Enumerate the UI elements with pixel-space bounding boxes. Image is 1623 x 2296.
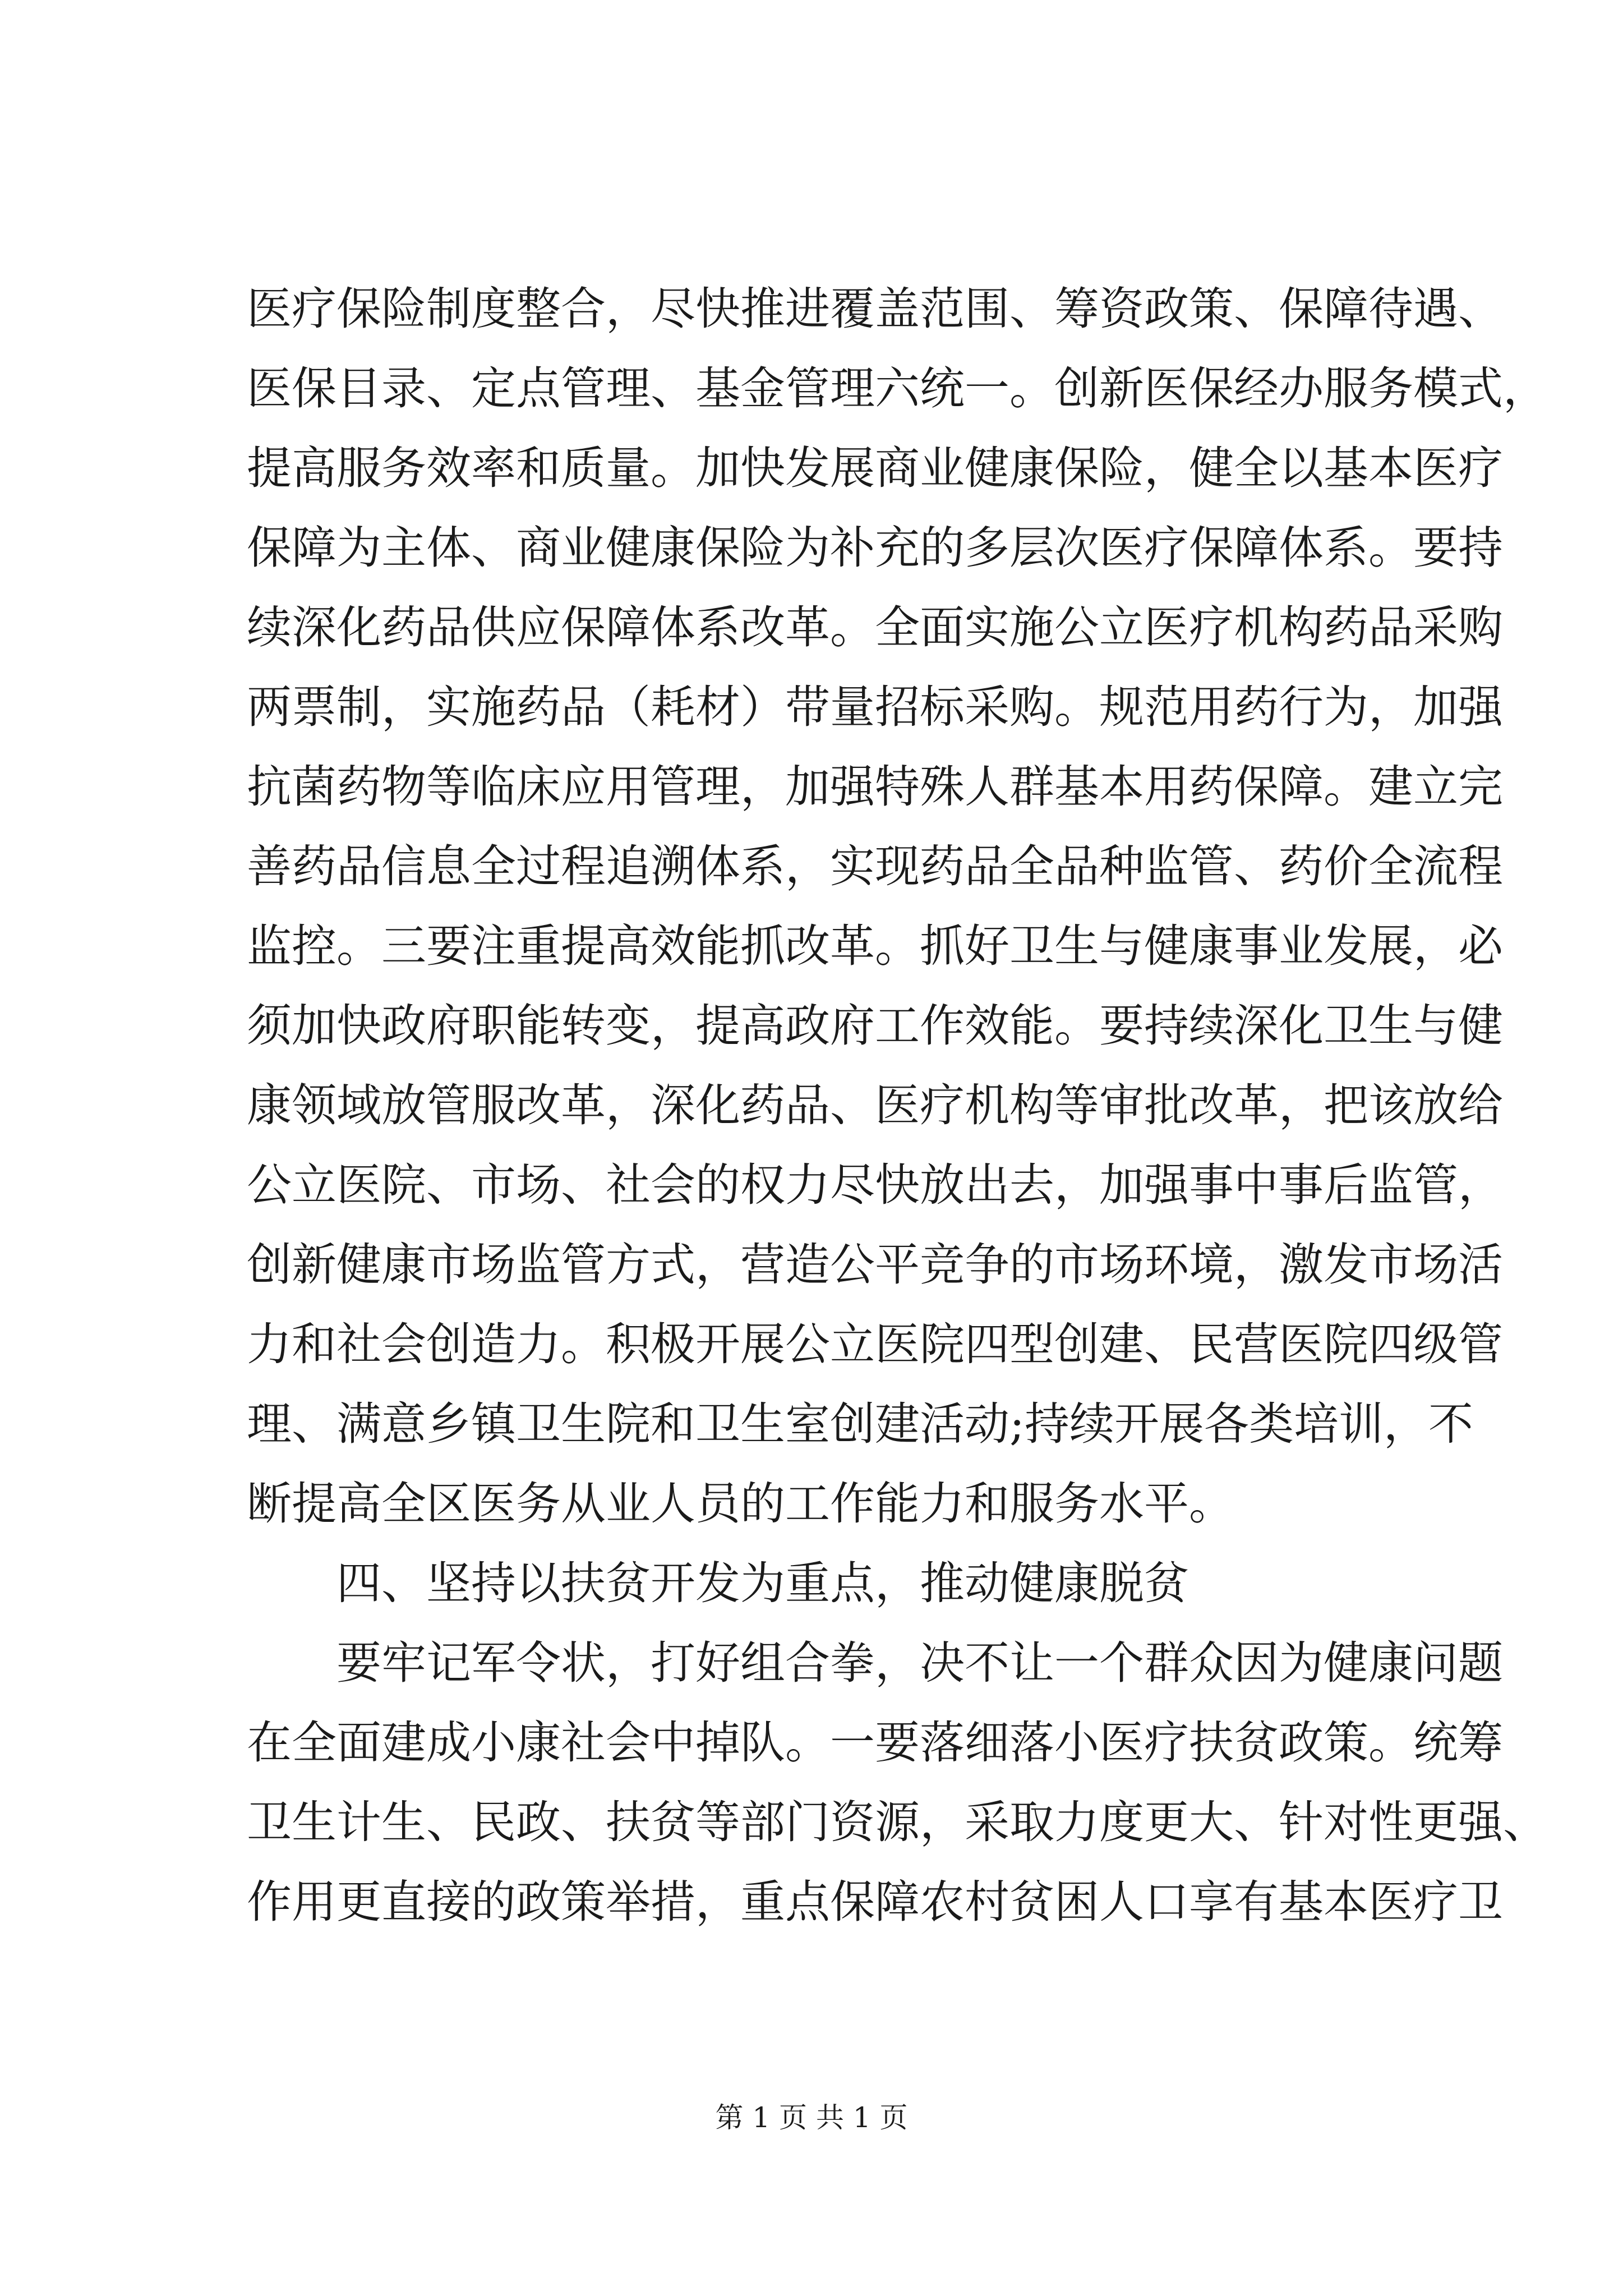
text-line: 创新健康市场监管方式，营造公平竞争的市场环境，激发市场活 bbox=[247, 1239, 1503, 1291]
page-footer: 第 1 页 共 1 页 bbox=[715, 2101, 908, 2134]
text-line: 在全面建成小康社会中掉队。一要落细落小医疗扶贫政策。统筹 bbox=[247, 1717, 1503, 1769]
text-line: 卫生计生、民政、扶贫等部门资源，采取力度更大、针对性更强、 bbox=[247, 1796, 1548, 1848]
text-line: 力和社会创造力。积极开展公立医院四型创建、民营医院四级管 bbox=[247, 1318, 1503, 1370]
text-line: 续深化药品供应保障体系改革。全面实施公立医疗机构药品采购 bbox=[247, 601, 1503, 654]
text-line: 监控。三要注重提高效能抓改革。抓好卫生与健康事业发展，必 bbox=[247, 920, 1503, 972]
paragraph-first-line: 要牢记军令状，打好组合拳，决不让一个群众因为健康问题 bbox=[336, 1637, 1503, 1689]
text-line: 抗菌药物等临床应用管理，加强特殊人群基本用药保障。建立完 bbox=[247, 761, 1503, 813]
text-line: 医疗保险制度整合，尽快推进覆盖范围、筹资政策、保障待遇、 bbox=[247, 283, 1503, 335]
text-line: 须加快政府职能转变，提高政府工作效能。要持续深化卫生与健 bbox=[247, 1000, 1503, 1052]
body-text bbox=[247, 269, 1548, 1942]
text-line: 医保目录、定点管理、基金管理六统一。创新医保经办服务模式， bbox=[247, 362, 1548, 415]
text-line: 公立医院、市场、社会的权力尽快放出去，加强事中事后监管， bbox=[247, 1159, 1503, 1211]
text-line: 善药品信息全过程追溯体系，实现药品全品种监管、药价全流程 bbox=[247, 840, 1503, 892]
text-line: 提高服务效率和质量。加快发展商业健康保险，健全以基本医疗 bbox=[247, 442, 1503, 494]
text-line: 康领域放管服改革，深化药品、医疗机构等审批改革，把该放给 bbox=[247, 1079, 1503, 1131]
text-line: 保障为主体、商业健康保险为补充的多层次医疗保障体系。要持 bbox=[247, 522, 1503, 574]
text-line: 断提高全区医务从业人员的工作能力和服务水平。 bbox=[247, 1478, 1234, 1530]
text-line: 理、满意乡镇卫生院和卫生室创建活动;持续开展各类培训，不 bbox=[247, 1398, 1473, 1450]
text-line: 作用更直接的政策举措，重点保障农村贫困人口享有基本医疗卫 bbox=[247, 1876, 1503, 1928]
section-heading: 四、坚持以扶贫开发为重点，推动健康脱贫 bbox=[336, 1557, 1189, 1609]
text-line: 两票制，实施药品（耗材）带量招标采购。规范用药行为，加强 bbox=[247, 681, 1503, 733]
